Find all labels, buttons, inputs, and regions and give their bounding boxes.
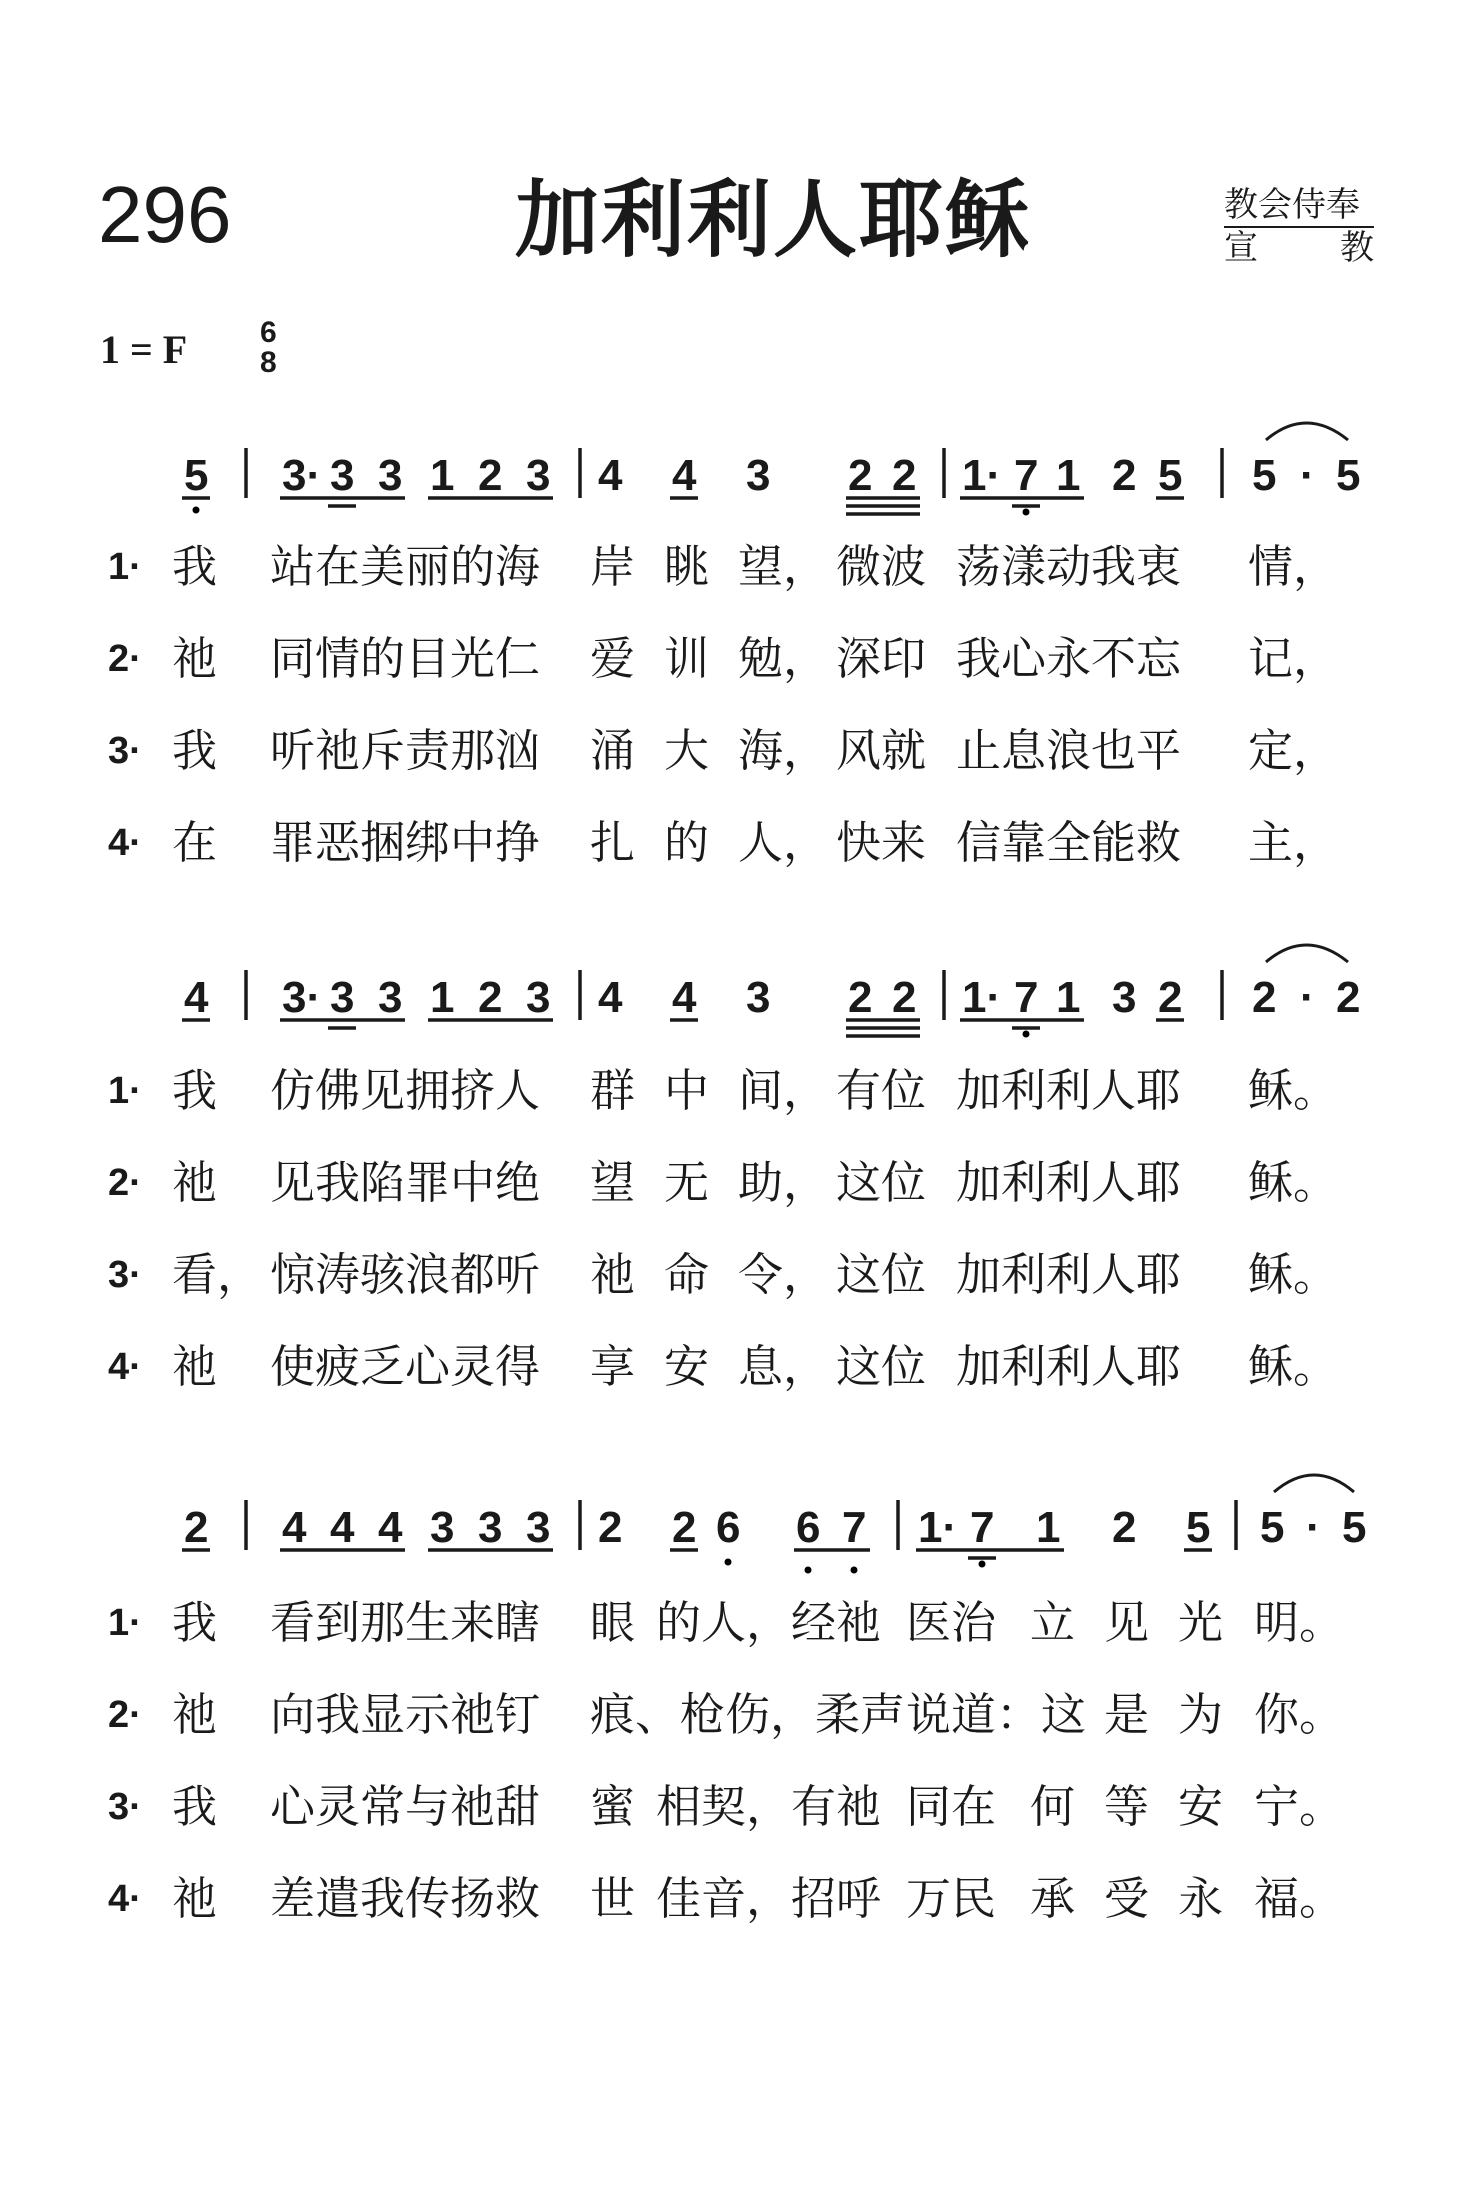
note: 3 xyxy=(378,973,403,1022)
note: 5 xyxy=(1342,1503,1367,1552)
lyric: 命 xyxy=(664,1248,710,1301)
lyric: 祂 xyxy=(172,632,218,685)
note: 1 xyxy=(430,451,455,500)
low-octave-dot xyxy=(725,1559,732,1566)
note: 2 xyxy=(892,451,917,500)
note: 7 xyxy=(842,1503,867,1552)
note: 7 xyxy=(1014,451,1039,500)
lyric: 中 xyxy=(664,1064,710,1117)
lyric: 深印 xyxy=(836,632,927,685)
verse-number: 2· xyxy=(108,638,142,680)
verse-number: 3· xyxy=(108,730,142,772)
lyric: 同在 xyxy=(906,1780,997,1833)
lyric: 明。 xyxy=(1254,1596,1345,1649)
lyric: 眼 xyxy=(590,1596,636,1649)
system-3-notes xyxy=(182,1475,1366,1574)
lyric: 稣。 xyxy=(1248,1248,1339,1301)
note: 1 xyxy=(1056,451,1081,500)
lyric: 惊涛骇浪都听 xyxy=(270,1248,541,1301)
lyric: 这位 xyxy=(836,1156,927,1209)
note: 3 xyxy=(526,451,551,500)
key-signature: 1 = F xyxy=(100,327,188,372)
system-1-notes xyxy=(182,423,1360,516)
lyric: 是 xyxy=(1104,1688,1150,1741)
lyric: 为 xyxy=(1178,1688,1224,1741)
lyric: 光 xyxy=(1178,1596,1224,1649)
low-octave-dot xyxy=(979,1561,986,1568)
lyric: 有位 xyxy=(836,1064,927,1117)
lyric: 看到那生来瞎 xyxy=(270,1596,541,1649)
note: 2 xyxy=(848,451,873,500)
lyric: 仿佛见拥挤人 xyxy=(270,1064,541,1117)
verse-number: 2· xyxy=(108,1694,142,1736)
note: 3 xyxy=(430,1503,455,1552)
verse-number: 1· xyxy=(108,546,142,588)
lyric: 何 xyxy=(1030,1780,1076,1833)
lyric: 蜜 xyxy=(590,1780,636,1833)
note: 4 xyxy=(378,1503,403,1552)
note: 4 xyxy=(184,973,209,1022)
note: 1· xyxy=(962,451,1002,500)
lyric: 医治 xyxy=(906,1596,997,1649)
note: 5 xyxy=(184,451,209,500)
note: 3 xyxy=(478,1503,503,1552)
lyric: 心灵常与祂甜 xyxy=(270,1780,541,1833)
lyric: 万民 xyxy=(906,1872,997,1925)
lyric: 祂 xyxy=(172,1340,218,1393)
verse-number: 1· xyxy=(108,1602,142,1644)
lyric: 眺 xyxy=(664,540,710,593)
note: 1 xyxy=(1036,1503,1061,1552)
lyric: 享 xyxy=(590,1340,636,1393)
lyric: 助， xyxy=(738,1156,829,1209)
note: 5 xyxy=(1158,451,1183,500)
lyric: 息， xyxy=(738,1340,829,1393)
lyric: 你。 xyxy=(1254,1688,1345,1741)
lyric: 在 xyxy=(172,816,218,869)
lyric: 等 xyxy=(1104,1780,1150,1833)
lyric: 记， xyxy=(1248,632,1339,685)
lyric: 信靠全能救 xyxy=(956,816,1182,869)
lyric: 定， xyxy=(1248,724,1339,777)
verse-number: 2· xyxy=(108,1162,142,1204)
lyric: 祂 xyxy=(590,1248,636,1301)
low-octave-dot xyxy=(193,507,200,514)
lyric: 间， xyxy=(738,1064,829,1117)
lyric: 的 xyxy=(664,816,710,869)
lyric: 训 xyxy=(664,632,710,685)
lyric: 涌 xyxy=(590,724,636,777)
note: 6 xyxy=(716,1503,741,1552)
time-signature-top: 6 xyxy=(260,316,277,349)
lyric: 差遣我传扬救 xyxy=(270,1872,541,1925)
verse-number: 4· xyxy=(108,1878,142,1920)
lyric: 立 xyxy=(1030,1596,1076,1649)
lyric: 爱 xyxy=(590,632,636,685)
note: 2 xyxy=(1252,973,1277,1022)
lyric: 罪恶捆绑中挣 xyxy=(270,816,541,869)
verse-number: 4· xyxy=(108,822,142,864)
low-octave-dot xyxy=(1023,1031,1030,1038)
lyric: 听祂斥责那汹 xyxy=(270,724,541,777)
low-octave-dot xyxy=(1023,509,1030,516)
lyric: 加利利人耶 xyxy=(956,1156,1182,1209)
note: 7 xyxy=(1014,973,1039,1022)
tie xyxy=(1266,945,1348,962)
note: 2 xyxy=(478,973,503,1022)
note: 3 xyxy=(526,1503,551,1552)
lyric: 稣。 xyxy=(1248,1064,1339,1117)
note: 2 xyxy=(848,973,873,1022)
note: 5 xyxy=(1252,451,1277,500)
note: 2 xyxy=(672,1503,697,1552)
lyric: 佳音，招呼 xyxy=(656,1872,882,1925)
note: 1· xyxy=(918,1503,958,1552)
note: 3 xyxy=(746,451,771,500)
note: 3· xyxy=(282,451,322,500)
note: 3 xyxy=(330,973,355,1022)
lyric: 祂 xyxy=(172,1872,218,1925)
note: · xyxy=(1306,1503,1321,1552)
lyric: 加利利人耶 xyxy=(956,1340,1182,1393)
note: · xyxy=(1300,451,1315,500)
attribution-line-1: 教会侍奉 xyxy=(1224,185,1374,228)
note: 3 xyxy=(526,973,551,1022)
lyric: 快来 xyxy=(836,816,927,869)
note: 2 xyxy=(1112,1503,1137,1552)
lyric: 站在美丽的海 xyxy=(270,540,541,593)
lyric: 荡漾动我衷 xyxy=(956,540,1182,593)
lyric: 痕、枪伤，柔声 xyxy=(590,1688,906,1741)
lyric: 同情的目光仁 xyxy=(270,632,541,685)
lyric: 我心永不忘 xyxy=(956,632,1182,685)
note: 3 xyxy=(330,451,355,500)
note: 3 xyxy=(378,451,403,500)
lyric: 扎 xyxy=(590,816,636,869)
lyric: 群 xyxy=(590,1064,636,1117)
note: 5 xyxy=(1260,1503,1285,1552)
note: 2 xyxy=(478,451,503,500)
attribution-line-2-left: 宣 xyxy=(1224,228,1258,268)
lyric: 安 xyxy=(1178,1780,1224,1833)
note: · xyxy=(1300,973,1315,1022)
note: 5 xyxy=(1186,1503,1211,1552)
lyric: 祂 xyxy=(172,1156,218,1209)
lyric: 稣。 xyxy=(1248,1156,1339,1209)
tie xyxy=(1266,423,1348,440)
lyric: 望， xyxy=(738,540,829,593)
hymn-title: 加利利人耶稣 xyxy=(515,171,1032,269)
note: 4 xyxy=(598,973,623,1022)
lyric: 见我陷罪中绝 xyxy=(270,1156,541,1209)
note: 2 xyxy=(892,973,917,1022)
lyric: 稣。 xyxy=(1248,1340,1339,1393)
note: 1 xyxy=(430,973,455,1022)
verse-number: 4· xyxy=(108,1346,142,1388)
lyric: 宁。 xyxy=(1254,1780,1345,1833)
lyric: 主， xyxy=(1248,816,1339,869)
lyric: 望 xyxy=(590,1156,636,1209)
note: 7 xyxy=(970,1503,995,1552)
low-octave-dot xyxy=(851,1567,858,1574)
note: 4 xyxy=(282,1503,307,1552)
lyric: 无 xyxy=(664,1156,710,1209)
lyric: 福。 xyxy=(1254,1872,1345,1925)
note: 2 xyxy=(1336,973,1361,1022)
verse-number: 3· xyxy=(108,1786,142,1828)
lyric: 世 xyxy=(590,1872,636,1925)
lyric: 我 xyxy=(172,724,218,777)
lyric: 我 xyxy=(172,1064,218,1117)
note: 6 xyxy=(796,1503,821,1552)
lyric: 看， xyxy=(172,1248,263,1301)
note: 4 xyxy=(598,451,623,500)
note: 4 xyxy=(672,973,697,1022)
lyric: 风就 xyxy=(836,724,927,777)
lyric: 我 xyxy=(172,1596,218,1649)
lyric: 使疲乏心灵得 xyxy=(270,1340,541,1393)
lyric: 见 xyxy=(1104,1596,1150,1649)
note: 1 xyxy=(1056,973,1081,1022)
lyric: 海， xyxy=(738,724,829,777)
note: 2 xyxy=(598,1503,623,1552)
lyric: 人， xyxy=(738,816,829,869)
lyric: 我 xyxy=(172,1780,218,1833)
tie xyxy=(1274,1475,1354,1492)
lyric: 永 xyxy=(1178,1872,1224,1925)
note: 3 xyxy=(1112,973,1137,1022)
lyric: 的人，经祂 xyxy=(656,1596,882,1649)
note: 4 xyxy=(330,1503,355,1552)
lyric: 这位 xyxy=(836,1340,927,1393)
verse-number: 1· xyxy=(108,1070,142,1112)
lyric: 承 xyxy=(1030,1872,1076,1925)
lyric: 受 xyxy=(1104,1872,1150,1925)
system-2-notes xyxy=(182,945,1360,1038)
note: 5 xyxy=(1336,451,1361,500)
lyric: 加利利人耶 xyxy=(956,1248,1182,1301)
note: 3· xyxy=(282,973,322,1022)
lyric: 这位 xyxy=(836,1248,927,1301)
lyric: 向我显示祂钉 xyxy=(270,1688,541,1741)
attribution-line-2-right: 教 xyxy=(1340,228,1374,268)
lyric: 我 xyxy=(172,540,218,593)
note: 4 xyxy=(672,451,697,500)
lyric: 勉， xyxy=(738,632,829,685)
lyric: 说道：这 xyxy=(906,1688,1087,1741)
note: 1· xyxy=(962,973,1002,1022)
note: 2 xyxy=(184,1503,209,1552)
hymn-number: 296 xyxy=(98,170,232,259)
lyric: 情， xyxy=(1248,540,1339,593)
note: 2 xyxy=(1112,451,1137,500)
lyric: 令， xyxy=(738,1248,829,1301)
lyric: 相契，有祂 xyxy=(656,1780,882,1833)
lyric: 止息浪也平 xyxy=(956,724,1182,777)
note: 3 xyxy=(746,973,771,1022)
time-signature-bottom: 8 xyxy=(260,346,277,379)
lyric: 岸 xyxy=(590,540,636,593)
note: 2 xyxy=(1158,973,1183,1022)
lyric: 大 xyxy=(664,724,710,777)
verse-number: 3· xyxy=(108,1254,142,1296)
low-octave-dot xyxy=(805,1567,812,1574)
lyric: 微波 xyxy=(836,540,927,593)
lyric: 祂 xyxy=(172,1688,218,1741)
lyric: 安 xyxy=(664,1340,710,1393)
lyric: 加利利人耶 xyxy=(956,1064,1182,1117)
